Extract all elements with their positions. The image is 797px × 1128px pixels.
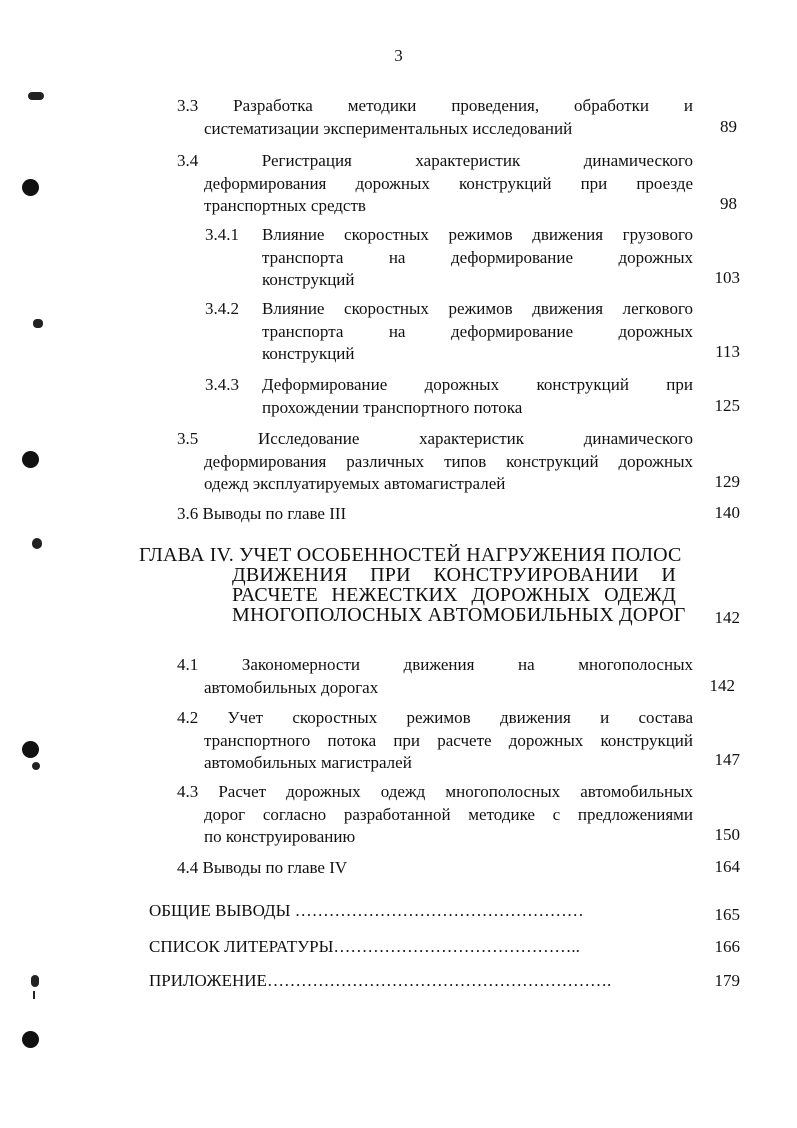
chapter-line: ГЛАВА IV. УЧЕТ ОСОБЕННОСТЕЙ НАГРУЖЕНИЯ ПОЛОС [139, 544, 682, 566]
margin-speck [32, 762, 40, 770]
chapter-line: ДВИЖЕНИЯ ПРИ КОНСТРУИРОВАНИИ И [232, 564, 676, 586]
toc-line: 4.4 Выводы по главе IV [177, 858, 348, 877]
toc-page: 89 [720, 117, 737, 136]
toc-page: 142 [709, 676, 735, 695]
toc-page: 147 [714, 750, 740, 769]
toc-line: транспорта на деформирование дорожных [262, 321, 693, 341]
toc-line: деформирования дорожных конструкций при проезде [204, 173, 693, 193]
toc-line: автомобильных дорогах [204, 677, 379, 697]
toc-entry-3-6 [177, 503, 346, 526]
chapter-4-heading [139, 544, 686, 626]
toc-page: 113 [715, 342, 740, 361]
toc-line: 3.6 Выводы по главе III [177, 504, 347, 523]
toc-line: 3.3 Разработка методики проведения, обработки и [177, 96, 693, 115]
binder-hole [22, 1031, 39, 1048]
toc-entry-3-4-1 [262, 224, 693, 292]
toc-entry-3-4-3-number: 3.4.3 [205, 375, 239, 394]
toc-entry-3-5 [177, 428, 693, 496]
margin-speck [31, 975, 39, 987]
toc-line: транспортных средств [204, 196, 366, 215]
toc-line: 4.3 Расчет дорожных одежд многополосных автомобильных [177, 782, 693, 801]
margin-speck [33, 319, 43, 328]
toc-entry-references: СПИСОК ЛИТЕРАТУРЫ…………………………………….. [149, 937, 580, 956]
toc-entry-4-1 [177, 654, 693, 699]
toc-page: 140 [714, 503, 740, 522]
toc-page: 142 [714, 608, 740, 627]
toc-line: 3.5 Исследование характеристик динамического [177, 429, 693, 448]
margin-speck [28, 92, 44, 100]
toc-page: 98 [720, 194, 737, 213]
toc-entry-4-3 [177, 781, 693, 849]
toc-line: конструкций [262, 270, 355, 289]
toc-line: Влияние скоростных режимов движения легкового [262, 299, 693, 318]
toc-entry-3-3 [177, 95, 693, 140]
binder-hole [22, 741, 39, 758]
toc-line: транспортного потока при расчете дорожных конструкций [204, 730, 693, 750]
page-number: 3 [394, 46, 403, 65]
chapter-line: МНОГОПОЛОСНЫХ АВТОМОБИЛЬНЫХ ДОРОГ [232, 604, 686, 626]
toc-entry-4-2 [177, 707, 693, 775]
toc-line: прохождении транспортного потока [262, 397, 523, 417]
toc-page: 166 [714, 937, 740, 956]
toc-entry-3-4 [177, 150, 693, 218]
toc-line: транспорта на деформирование дорожных [262, 247, 693, 267]
toc-entry-appendix: ПРИЛОЖЕНИЕ……………………………………………………. [149, 971, 612, 990]
chapter-line: РАСЧЕТЕ НЕЖЕСТКИХ ДОРОЖНЫХ ОДЕЖД [232, 584, 676, 606]
toc-line: дорог согласно разработанной методике с предложениями [204, 804, 693, 824]
toc-line: Деформирование дорожных конструкций при [262, 375, 693, 394]
toc-entry-3-4-2-number: 3.4.2 [205, 299, 239, 318]
margin-speck [32, 538, 42, 549]
toc-line: деформирования различных типов конструкций дорожных [204, 451, 693, 471]
binder-hole [22, 179, 39, 196]
toc-entry-4-4 [177, 857, 347, 880]
toc-page: 164 [714, 857, 740, 876]
toc-line: автомобильных магистралей [204, 753, 412, 772]
toc-entry-3-4-3 [262, 374, 693, 419]
toc-page: 129 [714, 472, 740, 491]
toc-line: 4.2 Учет скоростных режимов движения и состава [177, 708, 693, 727]
toc-page: 125 [714, 396, 740, 415]
toc-page: 165 [714, 905, 740, 924]
toc-line: систематизации экспериментальных исследований [204, 118, 573, 138]
toc-line: одежд эксплуатируемых автомагистралей [204, 474, 506, 493]
toc-page: 150 [714, 825, 740, 844]
binder-hole [22, 451, 39, 468]
toc-line: по конструированию [204, 827, 356, 846]
toc-line: 4.1 Закономерности движения на многополосных [177, 655, 693, 674]
toc-entry-3-4-1-number: 3.4.1 [205, 225, 239, 244]
toc-entry-conclusions: ОБЩИЕ ВЫВОДЫ …………………………………………… [149, 901, 584, 920]
toc-line: 3.4 Регистрация характеристик динамического [177, 151, 693, 170]
toc-entry-3-4-2 [262, 298, 693, 366]
toc-page: 179 [714, 971, 740, 990]
margin-speck [33, 991, 35, 999]
toc-page: 103 [714, 268, 740, 287]
toc-line: конструкций [262, 344, 355, 363]
toc-line: Влияние скоростных режимов движения грузового [262, 225, 693, 244]
